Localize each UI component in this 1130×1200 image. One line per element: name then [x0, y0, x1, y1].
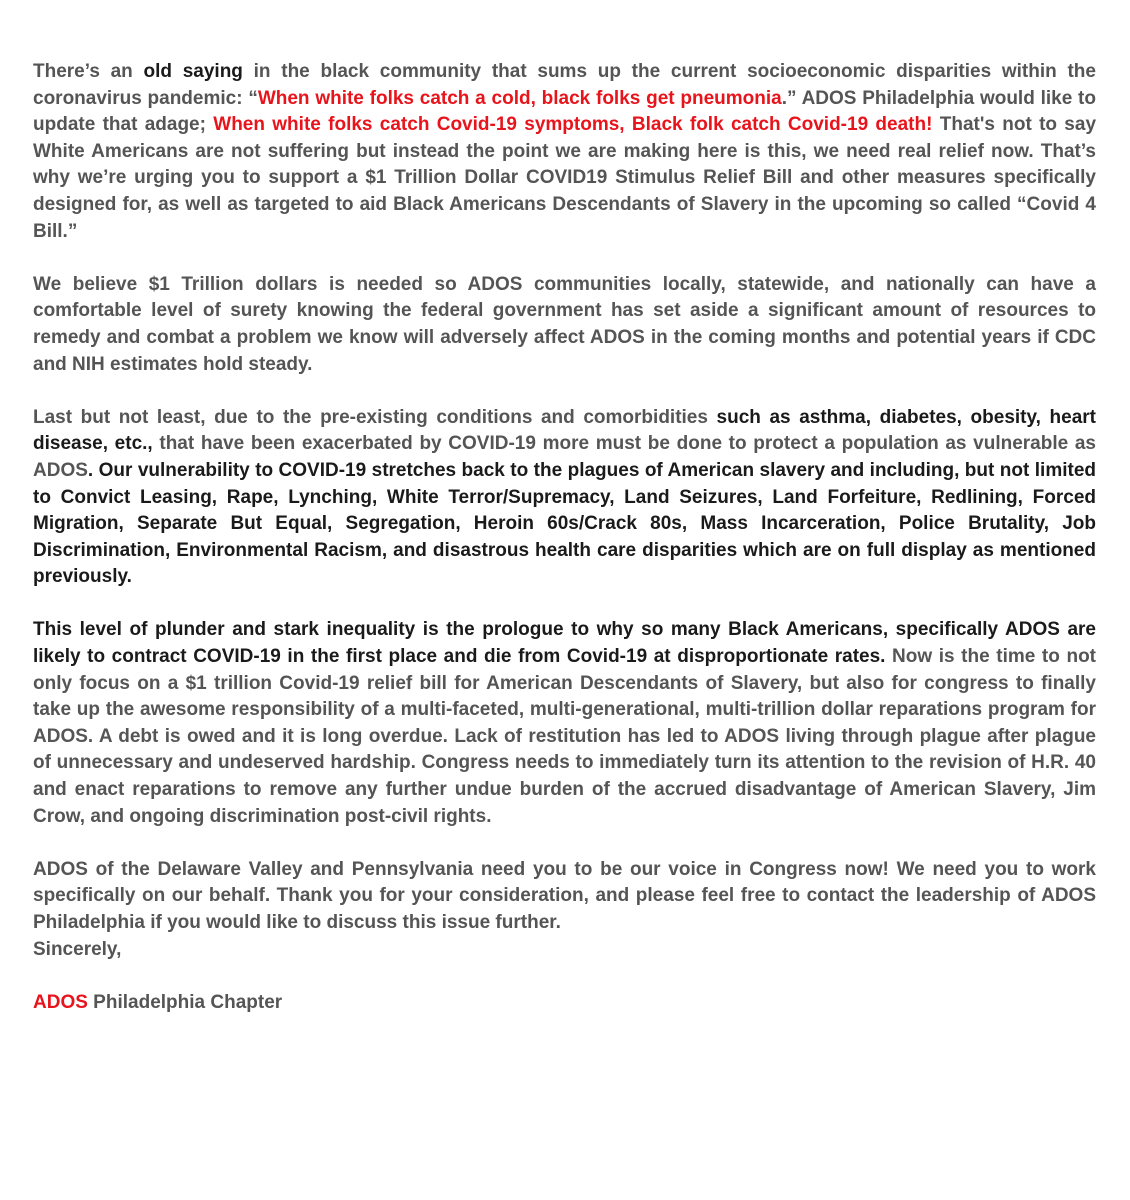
signature-org-accent: ADOS — [33, 991, 88, 1013]
intro-text-2: in the black community that sums up the current socioeconomic disparities within the coronavirus pandemic: “ — [33, 61, 1096, 109]
intro-text-4: That's not to say White Americans are not suffering but instead the point we are making here is this, we need real relief now. That’s why we’re urging you to support a $1 Trillion Dollar COVID19 Stimulus Relief Bill and other measures specifically designed for, as well as targeted to aid Black Americans Descendants of Slavery in the upcoming so called “Covid 4 Bill.” — [33, 114, 1097, 242]
paragraph-request: ADOS of the Delaware Valley and Pennsylvania need you to be our voice in Congress now! We need you to work specifically on our behalf. Thank you for your consideration, and please feel free to contact the leadership of ADOS Philadelphia if you would like to discuss this issue further. — [33, 858, 1096, 933]
old-saying-emphasis: old saying — [143, 61, 243, 82]
paragraph-intro — [33, 59, 1096, 245]
intro-text-1: There’s an — [33, 61, 144, 82]
vulnerability-text-2: that have been exacerbated by COVID-19 more must be done to protect a population as vulnerable as ADOS — [33, 433, 1096, 481]
letter-body — [33, 59, 1096, 1043]
vulnerability-text-1: Last but not least, due to the pre-existing conditions and comorbidities — [33, 406, 717, 428]
reparations-text: Now is the time to not only focus on a $1 trillion Covid-19 relief bill for American Descendants of Slavery, but also for congress to finally take up the awesome responsibility of a multi-faceted, multi-generational, multi-trillion dollar reparations program for ADOS. A debt is owed and it is long overdue. Lack of restitution has led to ADOS living through plague after plague of unnecessary and undeserved hardship. Congress needs to immediately turn its attention to the revision of H.R. 40 and enact reparations to remove any further undue burden of the accrued disadvantage of American Slavery, Jim Crow, and ongoing discrimination post-civil rights. — [33, 646, 1096, 827]
paragraph-trillion: We believe $1 Trillion dollars is needed so ADOS communities locally, statewide, and nationally can have a comfortable level of surety knowing the federal government has set aside a significant amount of resources to remedy and combat a problem we know will adversely affect ADOS in the coming months and potential years if CDC and NIH estimates hold steady. — [33, 273, 1096, 375]
paragraph-vulnerability — [33, 405, 1096, 591]
quoted-saying: When white folks catch a cold, black folks get pneumonia — [257, 87, 782, 109]
history-emphasis: . Our vulnerability to COVID-19 stretches back to the plagues of American slavery and including, but not limited to Convict Leasing, Rape, Lynching, White Terror/Supremacy, Land Seizures, Land Forfeiture, Redlining, Forced Migration, Separate But Equal, Segregation, Heroin 60s/Crack 80s, Mass Incarceration, Police Brutality, Job Discrimination, Environmental Racism, and disastrous health care disparities which are on full display as mentioned previously. — [33, 459, 1096, 588]
updated-adage: When white folks catch Covid-19 symptoms, Black folk catch Covid-19 death! — [213, 114, 933, 136]
paragraph-reparations — [33, 617, 1096, 830]
closing-salutation: Sincerely, — [33, 938, 122, 960]
plunder-emphasis: This level of plunder and stark inequality is the prologue to why so many Black Americans, specifically ADOS are likely to contract COVID-19 in the first place and die from Covid-19 at disproportionate rates. — [33, 619, 1096, 668]
conditions-emphasis: such as asthma, diabetes, obesity, heart disease, etc., — [33, 406, 1096, 455]
signature-org-rest: Philadelphia Chapter — [87, 991, 283, 1013]
intro-text-3: .” ADOS Philadelphia would like to update that adage; — [33, 87, 1096, 136]
signature — [33, 990, 1096, 1017]
